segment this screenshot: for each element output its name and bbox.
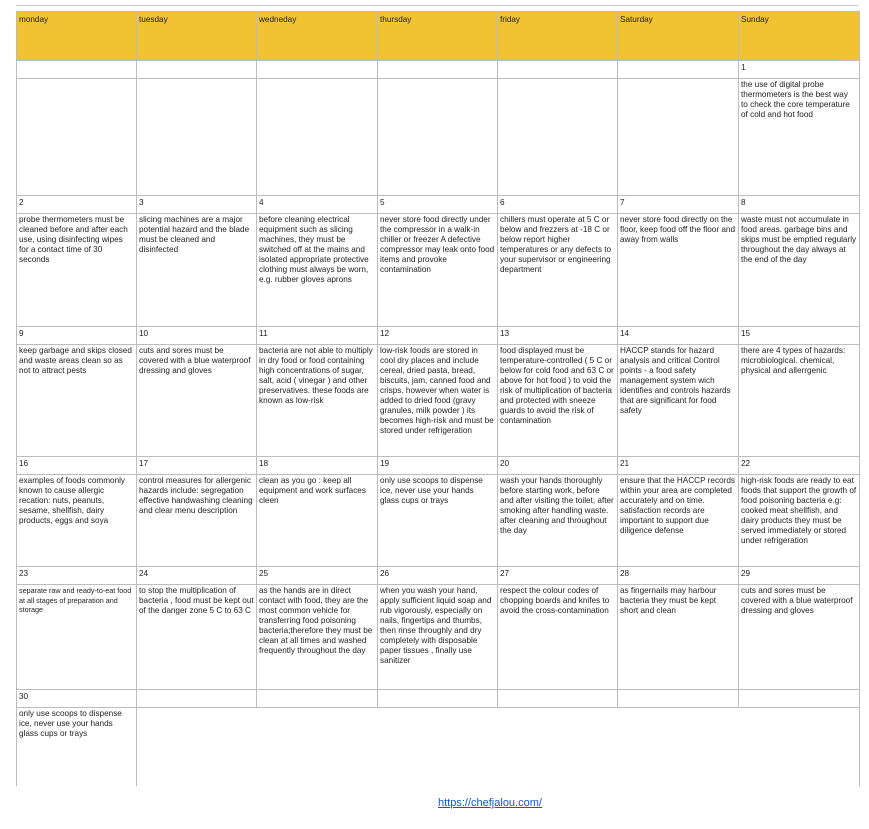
tip-cell: wash your hands thoroughly before starting work, before and after visiting the toilet, after smoking after handling waste. after cleaning and throughout the day	[498, 475, 618, 567]
week-2-numbers	[17, 196, 860, 214]
week-4-numbers	[17, 457, 860, 475]
date-number: 14	[618, 327, 739, 345]
week-4-tips	[17, 475, 860, 567]
tip-cell: never store food directly on the floor, keep food off the floor and away from walls	[618, 214, 739, 327]
tip-cell: food displayed must be temperature-controlled ( 5 C or below for cold food and 63 C or above for hot food ) to void the risk of multiplication of bacteria and protected with sneeze guards to avoid the risk of contamination	[498, 345, 618, 457]
calendar-table	[16, 11, 860, 786]
day-header-friday: friday	[498, 12, 618, 61]
date-number: 30	[17, 690, 137, 708]
header-row	[17, 12, 860, 61]
tip-cell: before cleaning electrical equipment such as slicing machines, they must be switched off at the mains and isolated appropriate protective clothing must always be worn, e.g. rubber gloves aprons	[257, 214, 378, 327]
tip-cell: only use scoops to dispense ice, never use your hands glass cups or trays	[17, 708, 137, 786]
week-5-numbers	[17, 567, 860, 585]
day-header-thursday: thursday	[378, 12, 498, 61]
date-number: 18	[257, 457, 378, 475]
tip-cell: never store food directly under the compressor in a walk-in chiller or freezer A defective compressor may leak onto food items and provoke contamination	[378, 214, 498, 327]
date-number: 26	[378, 567, 498, 585]
date-number	[137, 61, 257, 79]
date-number	[498, 690, 618, 708]
footer-cell	[137, 708, 860, 786]
tip-cell: HACCP stands for hazard analysis and critical Control points - a food safety management system wich identifies and controls hazards that are significant for food safety	[618, 345, 739, 457]
date-number: 12	[378, 327, 498, 345]
tip-cell: when you wash your hand, apply sufficient liquid soap and rub vigorously, especially on nails, fingertips and thumbs, then rinse throughly and dry completely with disposable paper tissues , finally use sanitizer	[378, 585, 498, 690]
week-6-tips	[17, 708, 860, 786]
date-number	[498, 61, 618, 79]
tip-cell: low-risk foods are stored in cool dry places and include cereal, dried pasta, bread, biscuits, jam, canned food and crisps. however when water is added to dried food (gravy granules, milk powder ) its becomes high-risk and must be stored under refrigeration	[378, 345, 498, 457]
date-number	[618, 61, 739, 79]
date-number: 24	[137, 567, 257, 585]
tip-cell: examples of foods commonly known to cause allergic recation: nuts, peanuts, sesame, shellfish, dairy products, eggs and soya	[17, 475, 137, 567]
tip-cell	[378, 79, 498, 196]
tip-cell: ensure that the HACCP records within your area are completed accurately and on time. satisfaction records are important to support due diligence defense	[618, 475, 739, 567]
date-number: 2	[17, 196, 137, 214]
day-header-wednesday: wedneday	[257, 12, 378, 61]
week-5-tips	[17, 585, 860, 690]
tip-cell: slicing machines are a major potential hazard and the blade must be cleaned and disinfected	[137, 214, 257, 327]
tip-cell: cuts and sores must be covered with a blue waterproof dressing and gloves	[739, 585, 860, 690]
week-6-numbers	[17, 690, 860, 708]
tip-cell: clean as you go : keep all equipment and work surfaces cleen	[257, 475, 378, 567]
tip-cell	[498, 79, 618, 196]
date-number	[378, 61, 498, 79]
week-2-tips	[17, 214, 860, 327]
date-number: 21	[618, 457, 739, 475]
tip-cell	[17, 79, 137, 196]
tip-cell: separate raw and ready-to-eat food at all stages of preparation and storage	[17, 585, 137, 690]
date-number: 1	[739, 61, 860, 79]
date-number	[257, 61, 378, 79]
date-number: 5	[378, 196, 498, 214]
tip-cell: high-risk foods are ready to eat foods that support the growth of food poisoning bacteria e.g: cooked meat shellfish, and dairy products they must be served immediately or stored under refrigeration	[739, 475, 860, 567]
day-header-saturday: Saturday	[618, 12, 739, 61]
day-header-sunday: Sunday	[739, 12, 860, 61]
date-number: 6	[498, 196, 618, 214]
tip-cell: to stop the multiplication of bacteria , food must be kept out of the danger zone 5 C to 63 C	[137, 585, 257, 690]
tip-cell: respect the colour codes of chopping boards and knifes to avoid the cross-contamination	[498, 585, 618, 690]
date-number: 15	[739, 327, 860, 345]
day-header-monday: monday	[17, 12, 137, 61]
date-number: 20	[498, 457, 618, 475]
date-number	[378, 690, 498, 708]
date-number: 4	[257, 196, 378, 214]
tip-cell: as the hands are in direct contact with food, they are the most common vehicle for transferring food poisoning bacteria;therefore they must be clean at all times and washed frequently throughout the day	[257, 585, 378, 690]
date-number: 25	[257, 567, 378, 585]
date-number: 16	[17, 457, 137, 475]
tip-cell: chillers must operate at 5 C or below and frezzers at -18 C or below report higher temperatures or any defects to your supervisor or engineering department	[498, 214, 618, 327]
date-number: 29	[739, 567, 860, 585]
date-number: 28	[618, 567, 739, 585]
tip-cell: as fingernails may harbour bacteria they must be kept short and clean	[618, 585, 739, 690]
tip-cell: control measures for allergenic hazards include: segregation effective handwashing cleaning and clear menu description	[137, 475, 257, 567]
date-number: 9	[17, 327, 137, 345]
week-1-tips	[17, 79, 860, 196]
tip-cell	[618, 79, 739, 196]
tip-cell: cuts and sores must be covered with a blue waterproof dressing and gloves	[137, 345, 257, 457]
date-number: 7	[618, 196, 739, 214]
date-number	[257, 690, 378, 708]
date-number: 19	[378, 457, 498, 475]
date-number: 13	[498, 327, 618, 345]
week-3-numbers	[17, 327, 860, 345]
date-number: 22	[739, 457, 860, 475]
date-number: 27	[498, 567, 618, 585]
date-number: 23	[17, 567, 137, 585]
footer-link[interactable]: https://chefjalou.com/	[438, 797, 542, 809]
date-number: 8	[739, 196, 860, 214]
tip-cell: bacteria are not able to multiply in dry food or food containing high concentrations of sugar, salt, acid ( vinegar ) and other preservatives. these foods are known as low-risk	[257, 345, 378, 457]
week-3-tips	[17, 345, 860, 457]
date-number	[739, 690, 860, 708]
tip-cell: there are 4 types of hazards: microbiological. chemical, physical and allerrgenic	[739, 345, 860, 457]
tip-cell	[137, 79, 257, 196]
tip-cell: only use scoops to dispense ice, never use your hands glass cups or trays	[378, 475, 498, 567]
date-number: 3	[137, 196, 257, 214]
date-number: 11	[257, 327, 378, 345]
top-divider	[16, 5, 858, 6]
date-number	[17, 61, 137, 79]
tip-cell: waste must not accumulate in food areas. garbage bins and skips must be emptied regularly throughout the day always at the end of the day	[739, 214, 860, 327]
tip-cell: keep garbage and skips closed and waste areas clean so as not to attract pests	[17, 345, 137, 457]
tip-cell: probe thermometers must be cleaned before and after each use, using disinfecting wipes for a contact time of 30 seconds	[17, 214, 137, 327]
date-number: 10	[137, 327, 257, 345]
week-1-numbers	[17, 61, 860, 79]
tip-cell: the use of digital probe thermometers is the best way to check the core temperature of cold and hot food	[739, 79, 860, 196]
date-number: 17	[137, 457, 257, 475]
tip-cell	[257, 79, 378, 196]
day-header-tuesday: tuesday	[137, 12, 257, 61]
date-number	[618, 690, 739, 708]
date-number	[137, 690, 257, 708]
